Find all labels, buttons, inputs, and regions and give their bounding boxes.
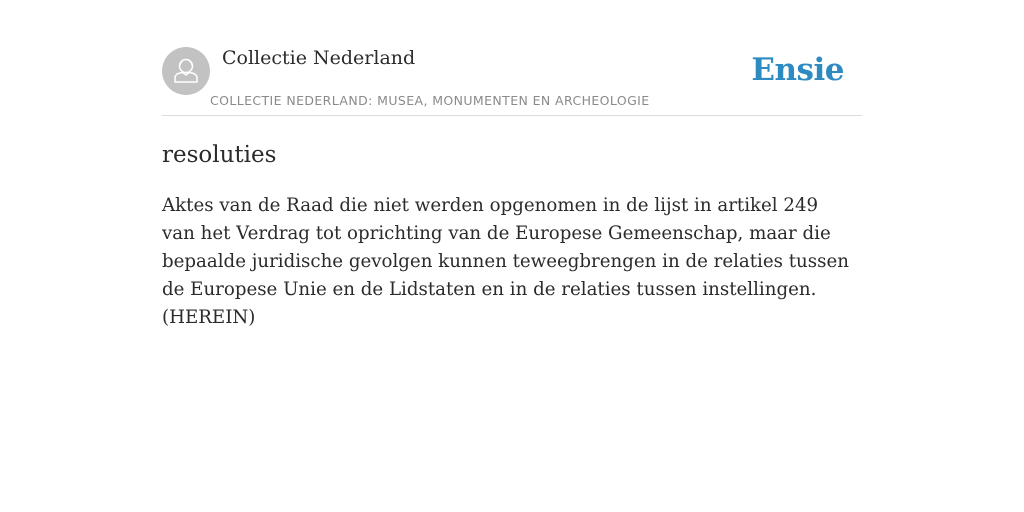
brand-logo[interactable]: Ensie [751, 52, 844, 88]
page-title: resoluties [162, 142, 277, 168]
author-subtitle: COLLECTIE NEDERLAND: MUSEA, MONUMENTEN EN ARCHEOLOGIE [210, 93, 650, 108]
avatar-person-icon [162, 47, 210, 95]
definition-text: Aktes van de Raad die niet werden opgenomen in de lijst in artikel 249 van het Verdrag tot oprichting van de Europese Gemeenschap, maar die bepaalde juridische gevolgen kunnen teweegbrengen in de relaties tussen de Europese Unie en de Lidstaten en in de relaties tussen instellingen. (HEREIN) [162, 195, 849, 328]
author-name[interactable]: Collectie Nederland [222, 47, 416, 69]
header [162, 46, 862, 116]
user-avatar-icon[interactable] [162, 47, 210, 95]
